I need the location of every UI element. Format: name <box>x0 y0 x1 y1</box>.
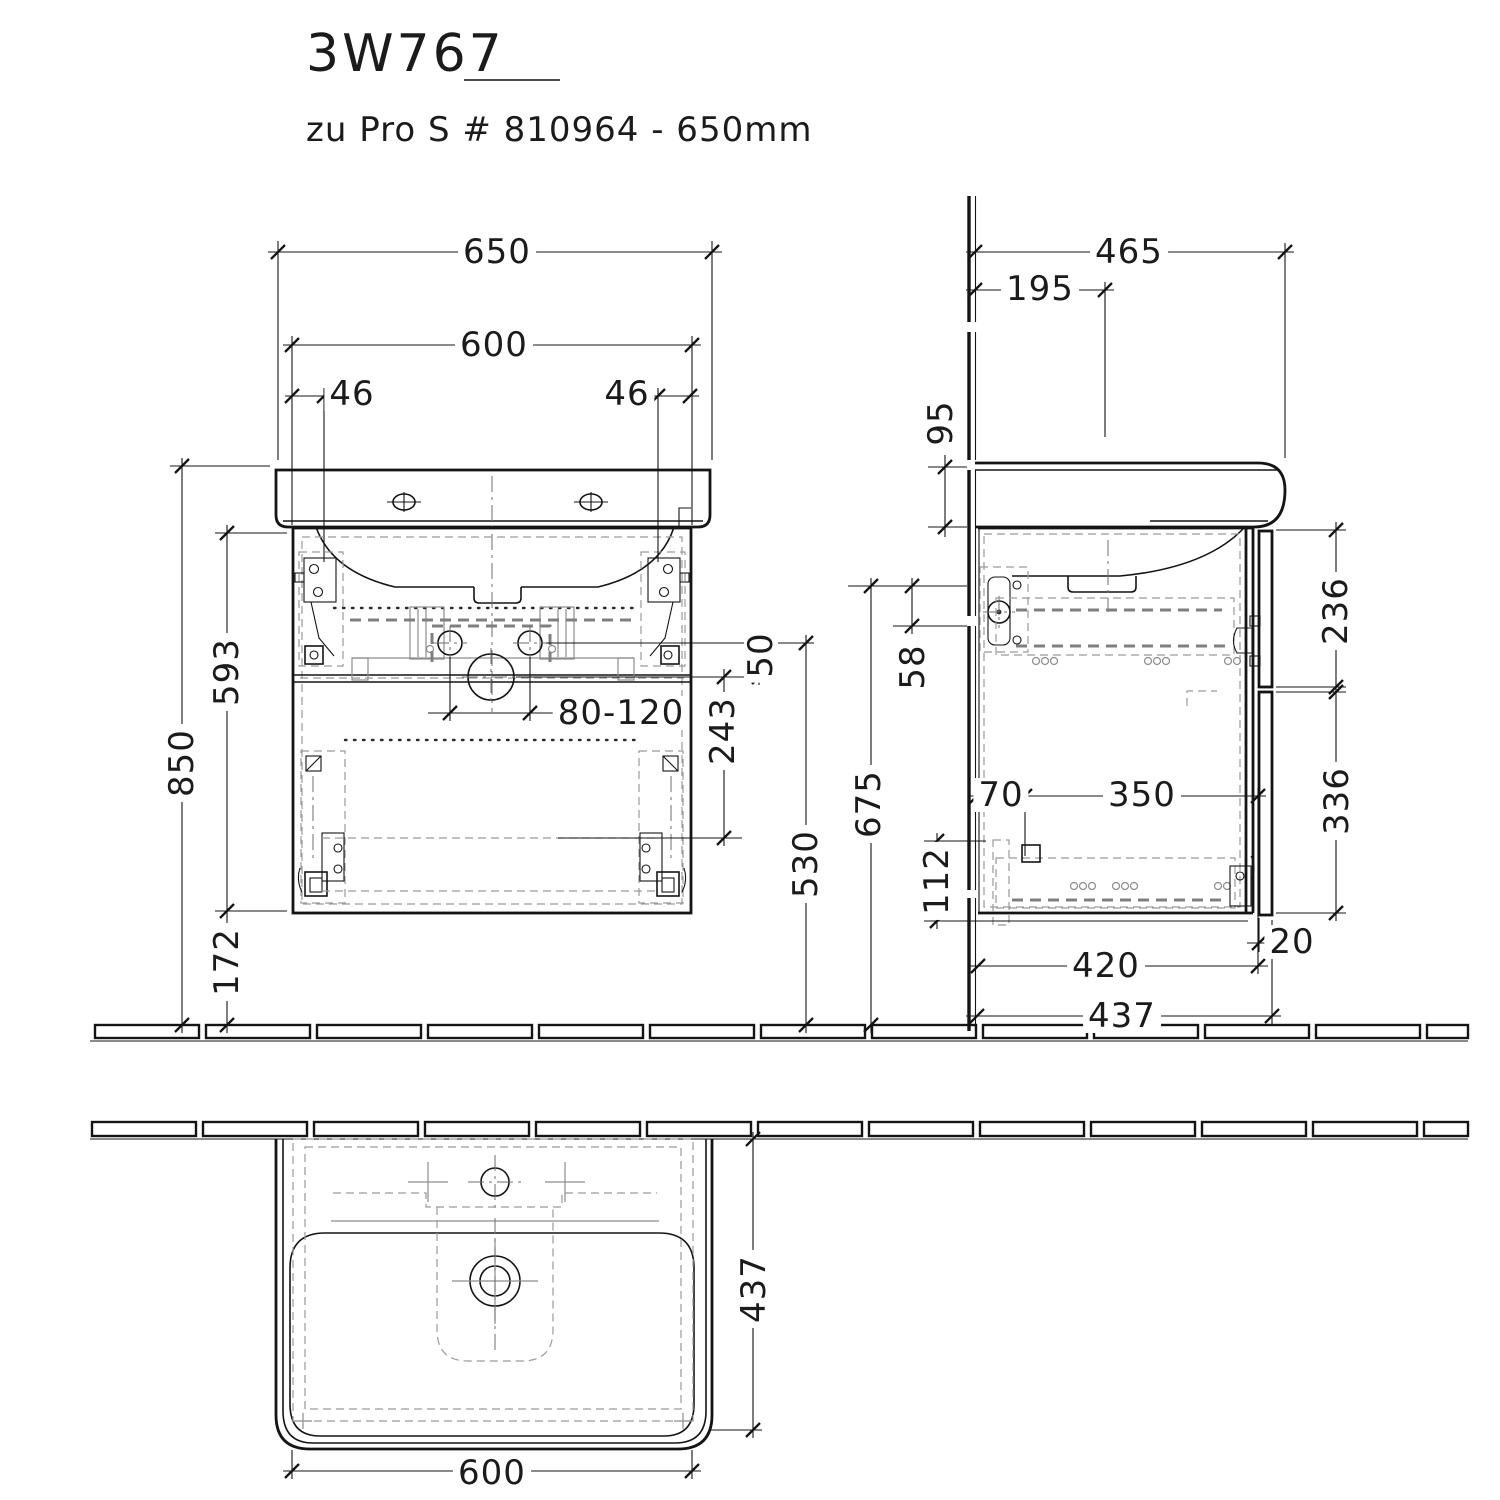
dim-front-drain-to-drawer: 243 <box>706 692 740 770</box>
dim-top-front-width: 600 <box>453 1456 531 1490</box>
dim-side-carcass-depth: 420 <box>1067 949 1145 983</box>
dim-front-floor-clearance: 172 <box>210 923 244 1001</box>
front-view <box>276 470 710 913</box>
dim-side-rail-inset: 58 <box>896 639 930 694</box>
front-drawer-slides-lower-left <box>298 751 345 903</box>
side-view <box>969 196 1285 1031</box>
front-mounting-bracket-right <box>641 552 689 666</box>
dim-side-upper-front-height: 236 <box>1319 572 1353 650</box>
dimension-lines-top <box>283 1132 762 1479</box>
dim-front-supply-height: 530 <box>789 825 823 903</box>
side-washbasin <box>975 463 1285 612</box>
top-washbasin <box>276 1139 712 1449</box>
drawing-number: 3W767 <box>306 24 505 84</box>
wall-tiles-plan <box>90 1122 1468 1139</box>
dim-side-underside-height: 675 <box>852 765 886 843</box>
side-upper-slide <box>996 598 1260 706</box>
side-wall <box>969 196 976 1031</box>
dim-front-supply-to-drain: 50 <box>744 627 778 682</box>
dim-front-fixing-offset-right: 46 <box>599 377 654 411</box>
top-view <box>276 1139 712 1449</box>
dim-side-slide-length: 350 <box>1103 778 1181 812</box>
drawing-subtitle: zu Pro S # 810964 - 650mm <box>306 110 813 150</box>
dim-front-cabinet-width: 600 <box>455 328 533 362</box>
dim-side-slide-setback: 70 <box>973 778 1028 812</box>
dim-side-basin-height: 95 <box>924 395 958 450</box>
dim-front-basin-width: 650 <box>458 235 536 269</box>
front-lower-slide-lines <box>322 838 660 891</box>
top-faucet-hole <box>408 1155 585 1209</box>
dim-front-cabinet-height: 593 <box>210 633 244 711</box>
dim-side-service-gap: 112 <box>920 842 954 920</box>
lower-drawer-front <box>1259 692 1272 915</box>
dim-front-total-height: 850 <box>165 724 199 802</box>
dim-front-drain-offset-range: 80-120 <box>553 696 689 730</box>
dim-side-basin-depth: 465 <box>1090 235 1168 269</box>
dim-side-front-panel-thickness: 20 <box>1264 925 1319 959</box>
dim-side-total-depth: 437 <box>1083 999 1161 1033</box>
dim-side-lower-front-height: 336 <box>1320 762 1354 840</box>
dim-front-fixing-offset-left: 46 <box>324 377 379 411</box>
dim-top-total-depth: 437 <box>737 1250 771 1328</box>
dim-side-tap-distance: 195 <box>1001 272 1079 306</box>
upper-drawer-front <box>1259 531 1272 687</box>
top-cabinet-hidden <box>293 1139 693 1421</box>
front-drawer-slides-lower-right <box>639 751 686 903</box>
top-drain <box>452 1218 538 1352</box>
floor-line <box>90 1025 1468 1041</box>
